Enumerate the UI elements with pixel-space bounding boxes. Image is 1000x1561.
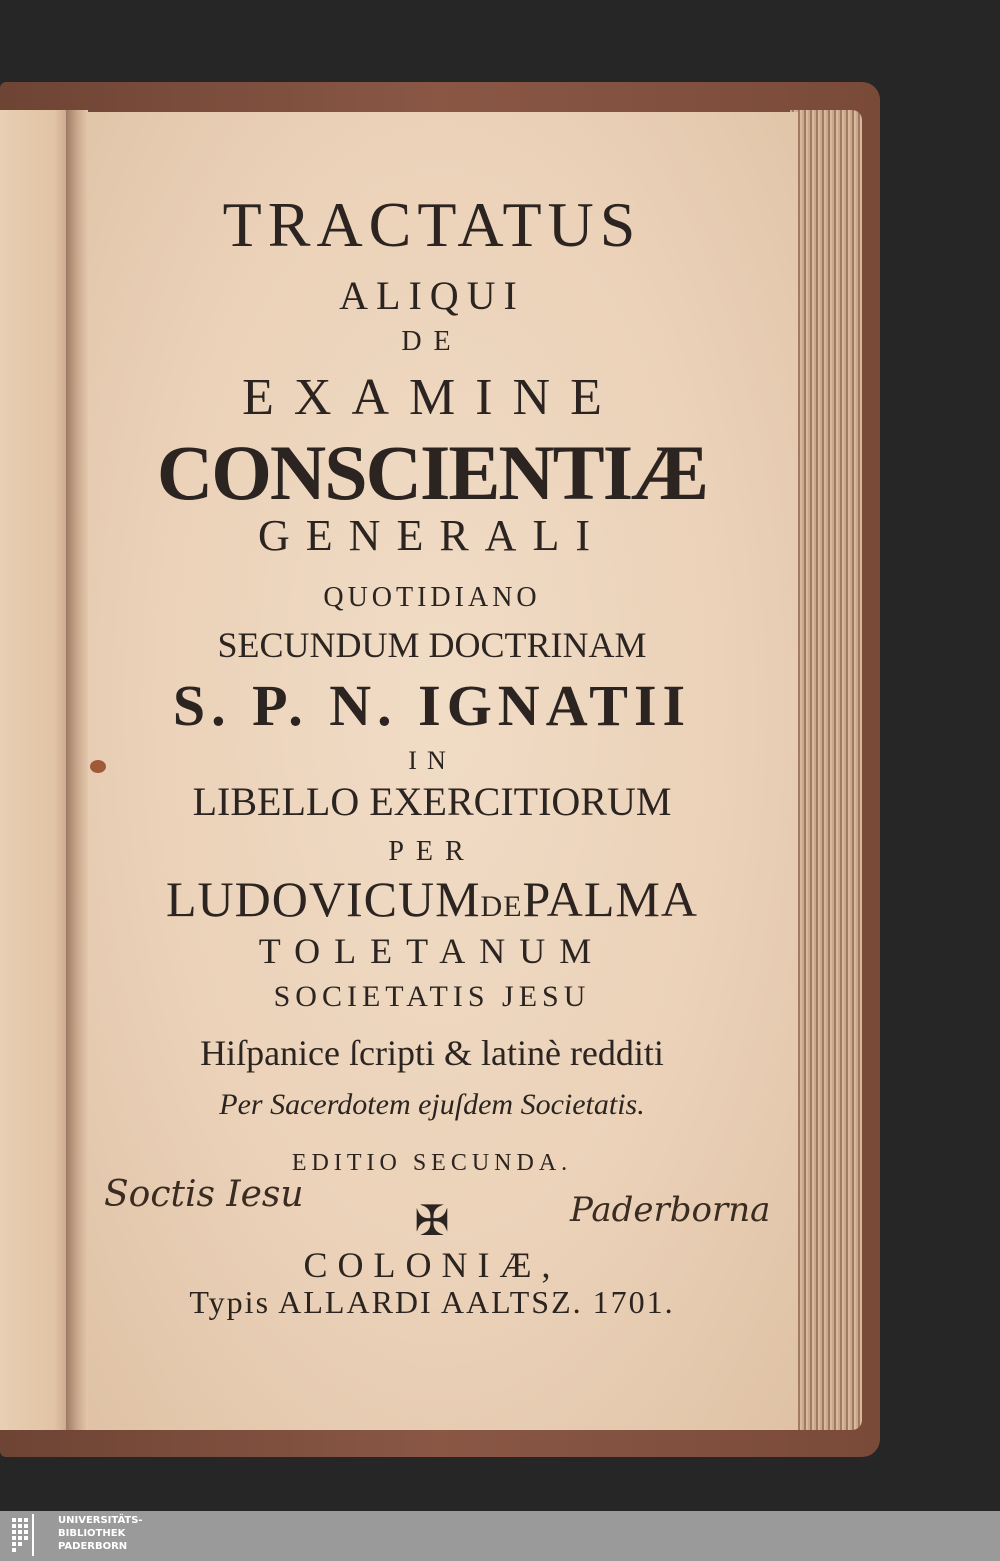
handwritten-note-right: Paderborna [570,1190,771,1230]
line-in: IN [408,746,456,775]
imprint-line: Typis ALLARDI AALTSZ. 1701. [189,1284,675,1320]
line-toletanum: TOLETANUM [258,931,606,971]
line-examine: EXAMINE [242,369,622,426]
edition-line: EDITIO SECUNDA. [291,1150,573,1176]
place-line: COLONIÆ, [303,1245,561,1285]
line-generali: GENERALI [258,511,606,560]
library-logo-icon [10,1514,52,1556]
line-quotidiano: QUOTIDIANO [323,582,541,613]
author-last-name: PALMA [522,871,698,927]
line-societatis-jesu: SOCIETATIS JESU [273,980,591,1013]
line-spn-ignatii: S. P. N. IGNATII [172,673,692,738]
line-per-sacerdotem: Per Sacerdotem ejuſdem Societatis. [219,1088,645,1121]
footer-bar [0,1511,1000,1561]
cross-ornament: ✠ [414,1199,450,1245]
line-de: DE [401,326,463,357]
logo-line-1: UNIVERSITÄTS- [58,1515,143,1526]
author-particle: DE [480,890,523,923]
stain-spot [90,760,106,773]
author-line [132,870,732,928]
page-edges [790,110,862,1430]
library-logo-text [58,1514,143,1553]
line-secundum-doctrinam: SECUNDUM DOCTRINAM [217,625,647,665]
line-aliqui: ALIQUI [339,273,525,318]
author-first-name: LUDOVICUM [166,871,481,927]
line-per: PER [388,836,476,867]
line-libello-exercitiorum: LIBELLO EXERCITIORUM [192,779,672,824]
logo-line-3: PADERBORN [58,1541,128,1552]
book-gutter [66,110,88,1430]
logo-line-2: BIBLIOTHEK [58,1528,126,1539]
title: TRACTATUS [222,189,642,260]
line-conscientiae: CONSCIENTIÆ [156,429,708,516]
handwritten-note-left: Soctis Iesu [104,1174,304,1215]
line-hispanice: Hiſpanice ſcripti & latinè redditi [200,1033,664,1073]
